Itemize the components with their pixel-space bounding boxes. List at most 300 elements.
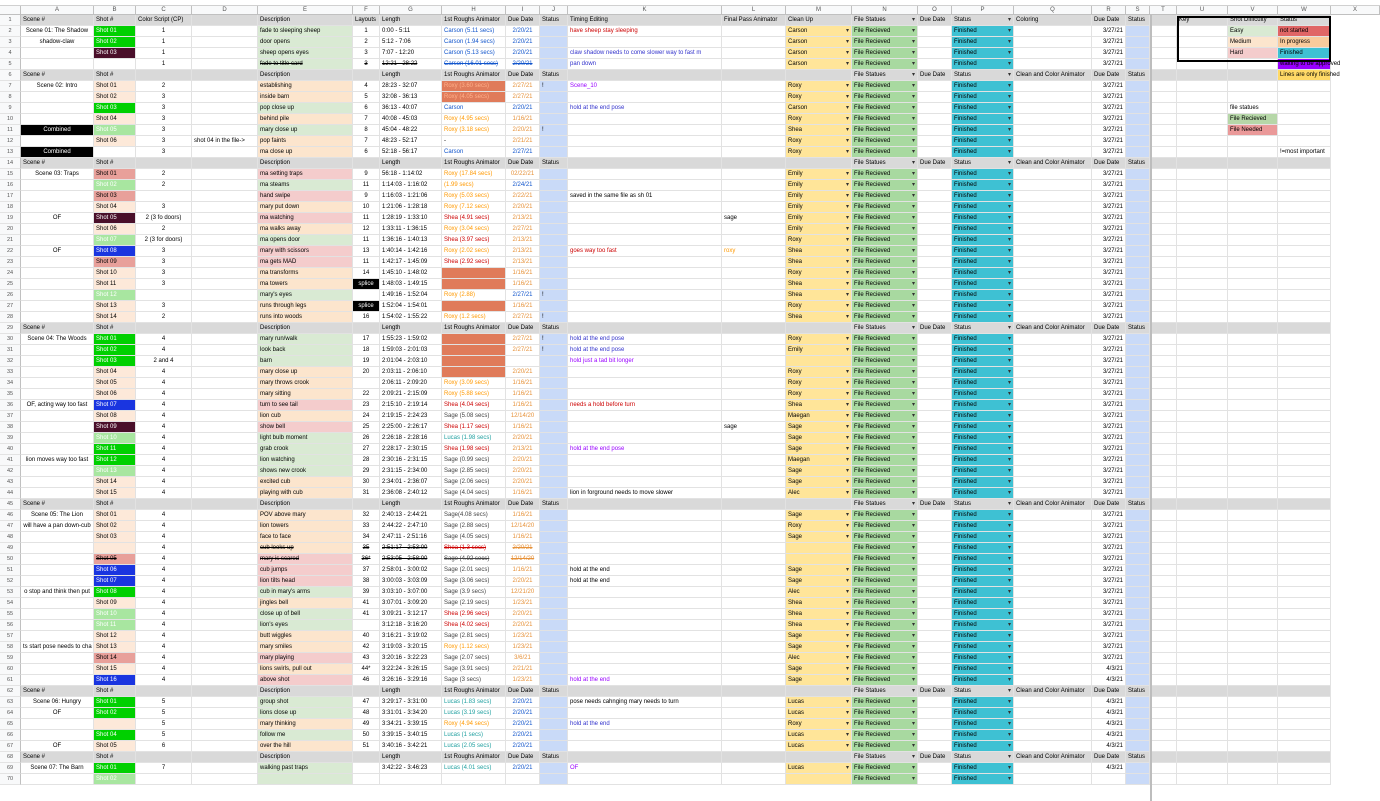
cell-h[interactable]: Sage (2.01 secs) [442, 565, 506, 576]
cell-r[interactable]: 3/27/21 [1092, 48, 1126, 59]
cell-n[interactable]: File Recieved ▾ [852, 191, 918, 202]
cell-f[interactable]: 16 [353, 312, 380, 323]
cell-o[interactable] [918, 246, 952, 257]
cell-s[interactable] [1126, 59, 1150, 70]
cell-h[interactable]: Roxy (3.09 secs) [442, 378, 506, 389]
cell-t[interactable] [1150, 631, 1177, 642]
cell-c[interactable]: 6 [136, 741, 192, 752]
cell-h[interactable]: Sage (3 secs) [442, 675, 506, 686]
cell-l[interactable] [722, 587, 786, 598]
cell-g[interactable]: 2:51:17 - 2:53:00 [380, 543, 442, 554]
cell-s[interactable] [1126, 213, 1150, 224]
cell-j[interactable] [540, 477, 568, 488]
cell-d[interactable] [192, 334, 258, 345]
cell-j[interactable] [540, 356, 568, 367]
cell-b[interactable]: Shot 04 [94, 367, 136, 378]
cell-s[interactable] [1126, 290, 1150, 301]
cell-f[interactable] [353, 323, 380, 334]
cell-v[interactable] [1228, 59, 1278, 70]
cell-c[interactable]: 1 [136, 26, 192, 37]
cell-o[interactable] [918, 488, 952, 499]
cell-n[interactable]: File Recieved ▾ [852, 598, 918, 609]
cell-h[interactable]: Lucas (1 secs) [442, 730, 506, 741]
cell-g[interactable]: 1:14:03 - 1:16:02 [380, 180, 442, 191]
cell-q[interactable] [1014, 576, 1092, 587]
cell-l[interactable] [722, 719, 786, 730]
cell-k[interactable] [568, 224, 722, 235]
column-header-i[interactable]: I [506, 6, 540, 15]
cell-w[interactable] [1278, 103, 1331, 114]
cell-t[interactable] [1150, 235, 1177, 246]
cell-o[interactable] [918, 257, 952, 268]
cell-t[interactable] [1150, 191, 1177, 202]
cell-n[interactable]: File Recieved ▾ [852, 59, 918, 70]
cell-w[interactable] [1278, 169, 1331, 180]
cell-g[interactable]: 3:29:17 - 3:31:00 [380, 697, 442, 708]
cell-e[interactable]: excited cub [258, 477, 353, 488]
cell-m[interactable]: Emily ▾ [786, 224, 852, 235]
cell-j[interactable]: Status [540, 686, 568, 697]
cell-r[interactable]: 3/27/21 [1092, 532, 1126, 543]
cell-a[interactable] [21, 543, 94, 554]
cell-t[interactable] [1150, 708, 1177, 719]
cell-m[interactable]: Roxy ▾ [786, 378, 852, 389]
row-number[interactable]: 62 [0, 686, 21, 697]
cell-c[interactable]: 2 [136, 312, 192, 323]
cell-e[interactable]: ma walks away [258, 224, 353, 235]
cell-r[interactable]: 3/27/21 [1092, 202, 1126, 213]
cell-v[interactable] [1228, 224, 1278, 235]
cell-r[interactable]: 3/27/21 [1092, 554, 1126, 565]
cell-g[interactable]: 1:49:16 - 1:52:04 [380, 290, 442, 301]
cell-a[interactable] [21, 576, 94, 587]
cell-k[interactable] [568, 730, 722, 741]
cell-j[interactable] [540, 279, 568, 290]
cell-g[interactable]: 12:21 - 28:22 [380, 59, 442, 70]
cell-f[interactable]: 17 [353, 334, 380, 345]
cell-e[interactable]: mary run/walk [258, 334, 353, 345]
cell-i[interactable]: 2/20/21 [506, 26, 540, 37]
cell-i[interactable]: Due Date [506, 686, 540, 697]
cell-v[interactable] [1228, 708, 1278, 719]
cell-b[interactable]: Shot # [94, 323, 136, 334]
cell-j[interactable] [540, 675, 568, 686]
cell-g[interactable]: 3:39:15 - 3:40:15 [380, 730, 442, 741]
cell-s[interactable] [1126, 719, 1150, 730]
cell-q[interactable] [1014, 37, 1092, 48]
cell-d[interactable] [192, 510, 258, 521]
cell-m[interactable]: Clean Up [786, 15, 852, 26]
cell-i[interactable]: 12/14/20 [506, 411, 540, 422]
cell-e[interactable]: mary playing [258, 653, 353, 664]
cell-b[interactable]: Shot 15 [94, 664, 136, 675]
cell-e[interactable]: runs through legs [258, 301, 353, 312]
cell-a[interactable]: Scene 03: Traps [21, 169, 94, 180]
cell-f[interactable] [353, 686, 380, 697]
cell-s[interactable] [1126, 620, 1150, 631]
cell-a[interactable]: o stop and think then put [21, 587, 94, 598]
cell-r[interactable]: Due Date [1092, 70, 1126, 81]
cell-o[interactable] [918, 367, 952, 378]
cell-c[interactable]: 3 [136, 114, 192, 125]
cell-w[interactable] [1278, 433, 1331, 444]
cell-g[interactable]: 56:18 - 1:14:02 [380, 169, 442, 180]
cell-a[interactable] [21, 345, 94, 356]
cell-i[interactable]: 2/24/21 [506, 180, 540, 191]
cell-h[interactable]: 1st Roughs Animator [442, 158, 506, 169]
cell-o[interactable]: Due Date [918, 686, 952, 697]
cell-i[interactable]: 2/27/21 [506, 224, 540, 235]
row-number[interactable]: 26 [0, 290, 21, 301]
cell-u[interactable] [1177, 59, 1228, 70]
cell-b[interactable]: Shot 14 [94, 653, 136, 664]
cell-i[interactable]: 2/22/21 [506, 191, 540, 202]
row-number[interactable]: 63 [0, 697, 21, 708]
cell-w[interactable] [1278, 257, 1331, 268]
column-header-t[interactable]: T [1150, 6, 1177, 15]
cell-i[interactable]: 2/21/21 [506, 664, 540, 675]
cell-t[interactable] [1150, 510, 1177, 521]
cell-f[interactable]: 41 [353, 598, 380, 609]
cell-a[interactable]: Scene # [21, 323, 94, 334]
cell-d[interactable] [192, 356, 258, 367]
cell-u[interactable] [1177, 400, 1228, 411]
cell-f[interactable]: 14 [353, 268, 380, 279]
cell-l[interactable] [722, 466, 786, 477]
row-number[interactable]: 5 [0, 59, 21, 70]
cell-u[interactable] [1177, 257, 1228, 268]
cell-j[interactable] [540, 37, 568, 48]
cell-v[interactable] [1228, 268, 1278, 279]
cell-h[interactable]: Shea (2.92 secs) [442, 257, 506, 268]
cell-f[interactable]: 18 [353, 345, 380, 356]
cell-g[interactable]: 3:22:24 - 3:26:15 [380, 664, 442, 675]
cell-m[interactable]: Alec ▾ [786, 488, 852, 499]
row-number[interactable]: 41 [0, 455, 21, 466]
cell-l[interactable] [722, 565, 786, 576]
cell-k[interactable] [568, 686, 722, 697]
cell-c[interactable]: 3 [136, 147, 192, 158]
cell-k[interactable] [568, 125, 722, 136]
cell-h[interactable]: 1st Roughs Animator [442, 686, 506, 697]
cell-u[interactable] [1177, 290, 1228, 301]
cell-c[interactable]: 2 (3 for doors) [136, 235, 192, 246]
cell-d[interactable] [192, 169, 258, 180]
row-number[interactable]: 60 [0, 664, 21, 675]
cell-p[interactable]: Finished ▾ [952, 587, 1014, 598]
cell-i[interactable]: 2/20/21 [506, 477, 540, 488]
cell-v[interactable] [1228, 70, 1278, 81]
row-number[interactable]: 16 [0, 180, 21, 191]
cell-w[interactable] [1278, 224, 1331, 235]
cell-v[interactable] [1228, 136, 1278, 147]
cell-i[interactable]: 2/27/21 [506, 147, 540, 158]
cell-p[interactable]: Finished ▾ [952, 290, 1014, 301]
cell-l[interactable] [722, 224, 786, 235]
cell-p[interactable]: Status ▾ [952, 499, 1014, 510]
cell-r[interactable]: 3/27/21 [1092, 609, 1126, 620]
cell-m[interactable]: Sage ▾ [786, 664, 852, 675]
cell-j[interactable]: ! [540, 345, 568, 356]
cell-s[interactable] [1126, 422, 1150, 433]
cell-f[interactable]: 51 [353, 741, 380, 752]
row-number[interactable]: 51 [0, 565, 21, 576]
cell-f[interactable] [353, 499, 380, 510]
cell-h[interactable]: Roxy (2.88) [442, 290, 506, 301]
cell-l[interactable] [722, 279, 786, 290]
cell-p[interactable]: Status ▾ [952, 158, 1014, 169]
cell-b[interactable]: Shot 08 [94, 246, 136, 257]
cell-c[interactable]: 4 [136, 631, 192, 642]
cell-s[interactable] [1126, 400, 1150, 411]
cell-n[interactable]: File Recieved ▾ [852, 180, 918, 191]
cell-a[interactable] [21, 433, 94, 444]
cell-m[interactable]: Maegan ▾ [786, 455, 852, 466]
cell-n[interactable]: File Recieved ▾ [852, 356, 918, 367]
cell-v[interactable]: File Recieved [1228, 114, 1278, 125]
cell-o[interactable]: Due Date [918, 499, 952, 510]
cell-r[interactable]: 3/27/21 [1092, 125, 1126, 136]
cell-s[interactable] [1126, 730, 1150, 741]
row-number[interactable]: 42 [0, 466, 21, 477]
cell-m[interactable]: Shea ▾ [786, 400, 852, 411]
cell-u[interactable] [1177, 499, 1228, 510]
cell-h[interactable]: (1.99 secs) [442, 180, 506, 191]
cell-r[interactable]: 3/27/21 [1092, 345, 1126, 356]
cell-r[interactable]: 3/27/21 [1092, 389, 1126, 400]
cell-e[interactable]: light bulb moment [258, 433, 353, 444]
cell-p[interactable]: Finished ▾ [952, 92, 1014, 103]
cell-u[interactable] [1177, 510, 1228, 521]
cell-d[interactable] [192, 48, 258, 59]
cell-h[interactable] [442, 279, 506, 290]
cell-g[interactable]: 2:36:08 - 2:40:12 [380, 488, 442, 499]
cell-p[interactable]: Finished ▾ [952, 202, 1014, 213]
cell-e[interactable]: lions swirls, pull out [258, 664, 353, 675]
cell-g[interactable]: 2:44:22 - 2:47:10 [380, 521, 442, 532]
cell-w[interactable] [1278, 279, 1331, 290]
cell-v[interactable] [1228, 477, 1278, 488]
cell-o[interactable] [918, 235, 952, 246]
cell-e[interactable]: Description [258, 70, 353, 81]
cell-o[interactable] [918, 224, 952, 235]
row-number[interactable]: 28 [0, 312, 21, 323]
cell-k[interactable] [568, 708, 722, 719]
cell-r[interactable]: 3/27/21 [1092, 433, 1126, 444]
cell-e[interactable]: door opens [258, 37, 353, 48]
cell-i[interactable]: 12/14/20 [506, 521, 540, 532]
cell-i[interactable] [506, 774, 540, 785]
cell-b[interactable]: Shot 05 [94, 741, 136, 752]
cell-o[interactable] [918, 169, 952, 180]
cell-b[interactable]: Shot 11 [94, 620, 136, 631]
cell-j[interactable] [540, 114, 568, 125]
cell-u[interactable] [1177, 455, 1228, 466]
cell-j[interactable] [540, 631, 568, 642]
cell-q[interactable] [1014, 620, 1092, 631]
cell-j[interactable] [540, 191, 568, 202]
cell-s[interactable] [1126, 444, 1150, 455]
cell-p[interactable]: Finished ▾ [952, 136, 1014, 147]
cell-p[interactable]: Finished ▾ [952, 719, 1014, 730]
cell-q[interactable] [1014, 202, 1092, 213]
cell-h[interactable]: Carson (5.13 secs) [442, 48, 506, 59]
cell-n[interactable]: File Recieved ▾ [852, 345, 918, 356]
cell-u[interactable]: Key [1177, 15, 1228, 26]
cell-g[interactable]: 3:00:03 - 3:03:09 [380, 576, 442, 587]
cell-d[interactable] [192, 587, 258, 598]
cell-c[interactable]: 4 [136, 543, 192, 554]
cell-h[interactable]: Sage (4.92 secs) [442, 554, 506, 565]
cell-t[interactable] [1150, 70, 1177, 81]
cell-w[interactable] [1278, 642, 1331, 653]
cell-d[interactable] [192, 290, 258, 301]
cell-e[interactable]: mary close up [258, 367, 353, 378]
cell-m[interactable] [786, 554, 852, 565]
cell-b[interactable]: Shot 02 [94, 180, 136, 191]
cell-l[interactable]: sage [722, 422, 786, 433]
cell-i[interactable]: 12/21/20 [506, 587, 540, 598]
cell-i[interactable]: 1/23/21 [506, 631, 540, 642]
cell-t[interactable] [1150, 499, 1177, 510]
cell-j[interactable] [540, 422, 568, 433]
cell-g[interactable]: 7:07 - 12:20 [380, 48, 442, 59]
cell-q[interactable] [1014, 92, 1092, 103]
cell-l[interactable] [722, 708, 786, 719]
cell-d[interactable] [192, 367, 258, 378]
cell-e[interactable]: shows new crook [258, 466, 353, 477]
row-number[interactable]: 21 [0, 235, 21, 246]
cell-p[interactable]: Finished ▾ [952, 675, 1014, 686]
cell-i[interactable]: 2/20/21 [506, 620, 540, 631]
cell-l[interactable] [722, 433, 786, 444]
cell-c[interactable]: 4 [136, 477, 192, 488]
cell-p[interactable]: Status ▾ [952, 15, 1014, 26]
cell-e[interactable]: runs into woods [258, 312, 353, 323]
cell-c[interactable]: 4 [136, 675, 192, 686]
cell-k[interactable]: goes way too fast [568, 246, 722, 257]
cell-e[interactable]: look back [258, 345, 353, 356]
cell-a[interactable] [21, 180, 94, 191]
cell-k[interactable]: OF [568, 763, 722, 774]
cell-u[interactable] [1177, 345, 1228, 356]
cell-k[interactable] [568, 70, 722, 81]
cell-i[interactable]: 2/20/21 [506, 741, 540, 752]
cell-i[interactable]: 2/20/21 [506, 543, 540, 554]
cell-c[interactable]: 2 and 4 [136, 356, 192, 367]
cell-w[interactable] [1278, 763, 1331, 774]
cell-r[interactable]: 3/27/21 [1092, 147, 1126, 158]
cell-n[interactable]: File Recieved ▾ [852, 675, 918, 686]
cell-t[interactable] [1150, 730, 1177, 741]
cell-v[interactable] [1228, 642, 1278, 653]
cell-a[interactable]: Scene 06: Hungry [21, 697, 94, 708]
cell-q[interactable] [1014, 730, 1092, 741]
cell-t[interactable] [1150, 180, 1177, 191]
cell-r[interactable]: 4/3/21 [1092, 664, 1126, 675]
cell-v[interactable] [1228, 752, 1278, 763]
cell-a[interactable]: Scene # [21, 70, 94, 81]
cell-u[interactable] [1177, 653, 1228, 664]
cell-j[interactable]: Status [540, 158, 568, 169]
cell-b[interactable] [94, 719, 136, 730]
cell-u[interactable] [1177, 598, 1228, 609]
cell-h[interactable]: Shea (4.04 secs) [442, 400, 506, 411]
cell-i[interactable]: Due Date [506, 323, 540, 334]
cell-o[interactable] [918, 378, 952, 389]
cell-a[interactable]: Scene # [21, 499, 94, 510]
cell-d[interactable] [192, 609, 258, 620]
cell-n[interactable]: File Recieved ▾ [852, 389, 918, 400]
cell-e[interactable]: close up of bell [258, 609, 353, 620]
cell-r[interactable]: 3/27/21 [1092, 334, 1126, 345]
cell-d[interactable] [192, 70, 258, 81]
cell-r[interactable]: 3/27/21 [1092, 169, 1126, 180]
cell-f[interactable]: 9 [353, 169, 380, 180]
cell-a[interactable] [21, 422, 94, 433]
cell-e[interactable]: establishing [258, 81, 353, 92]
cell-l[interactable] [722, 642, 786, 653]
cell-i[interactable]: 1/23/21 [506, 642, 540, 653]
cell-o[interactable] [918, 455, 952, 466]
cell-r[interactable]: Due Date [1092, 752, 1126, 763]
cell-o[interactable] [918, 114, 952, 125]
cell-d[interactable] [192, 631, 258, 642]
cell-u[interactable] [1177, 433, 1228, 444]
cell-f[interactable]: 20 [353, 367, 380, 378]
cell-h[interactable]: Lucas (1.98 secs) [442, 433, 506, 444]
cell-p[interactable]: Finished ▾ [952, 125, 1014, 136]
cell-j[interactable] [540, 741, 568, 752]
cell-s[interactable] [1126, 169, 1150, 180]
cell-c[interactable]: 4 [136, 664, 192, 675]
cell-h[interactable]: Roxy (4.95 secs) [442, 114, 506, 125]
cell-u[interactable] [1177, 367, 1228, 378]
cell-s[interactable] [1126, 642, 1150, 653]
cell-s[interactable] [1126, 191, 1150, 202]
cell-l[interactable] [722, 26, 786, 37]
cell-e[interactable]: mary sitting [258, 389, 353, 400]
cell-j[interactable] [540, 719, 568, 730]
cell-g[interactable]: Length [380, 752, 442, 763]
cell-m[interactable]: Lucas ▾ [786, 763, 852, 774]
cell-v[interactable] [1228, 158, 1278, 169]
cell-j[interactable]: ! [540, 334, 568, 345]
cell-b[interactable]: Shot 08 [94, 587, 136, 598]
cell-n[interactable]: File Recieved ▾ [852, 81, 918, 92]
cell-v[interactable] [1228, 400, 1278, 411]
cell-u[interactable] [1177, 114, 1228, 125]
cell-p[interactable]: Finished ▾ [952, 59, 1014, 70]
cell-m[interactable]: Shea ▾ [786, 279, 852, 290]
cell-u[interactable] [1177, 103, 1228, 114]
cell-n[interactable]: File Recieved ▾ [852, 26, 918, 37]
cell-h[interactable]: Sage(4.08 secs) [442, 510, 506, 521]
cell-i[interactable]: 1/23/21 [506, 598, 540, 609]
cell-s[interactable] [1126, 609, 1150, 620]
cell-n[interactable]: File Statues ▾ [852, 158, 918, 169]
row-number[interactable]: 66 [0, 730, 21, 741]
cell-p[interactable]: Finished ▾ [952, 642, 1014, 653]
cell-p[interactable]: Status ▾ [952, 686, 1014, 697]
cell-e[interactable]: Description [258, 686, 353, 697]
cell-u[interactable] [1177, 576, 1228, 587]
cell-o[interactable] [918, 565, 952, 576]
cell-r[interactable]: 3/27/21 [1092, 235, 1126, 246]
cell-d[interactable] [192, 400, 258, 411]
row-number[interactable]: 4 [0, 48, 21, 59]
cell-h[interactable]: Lucas (1.83 secs) [442, 697, 506, 708]
